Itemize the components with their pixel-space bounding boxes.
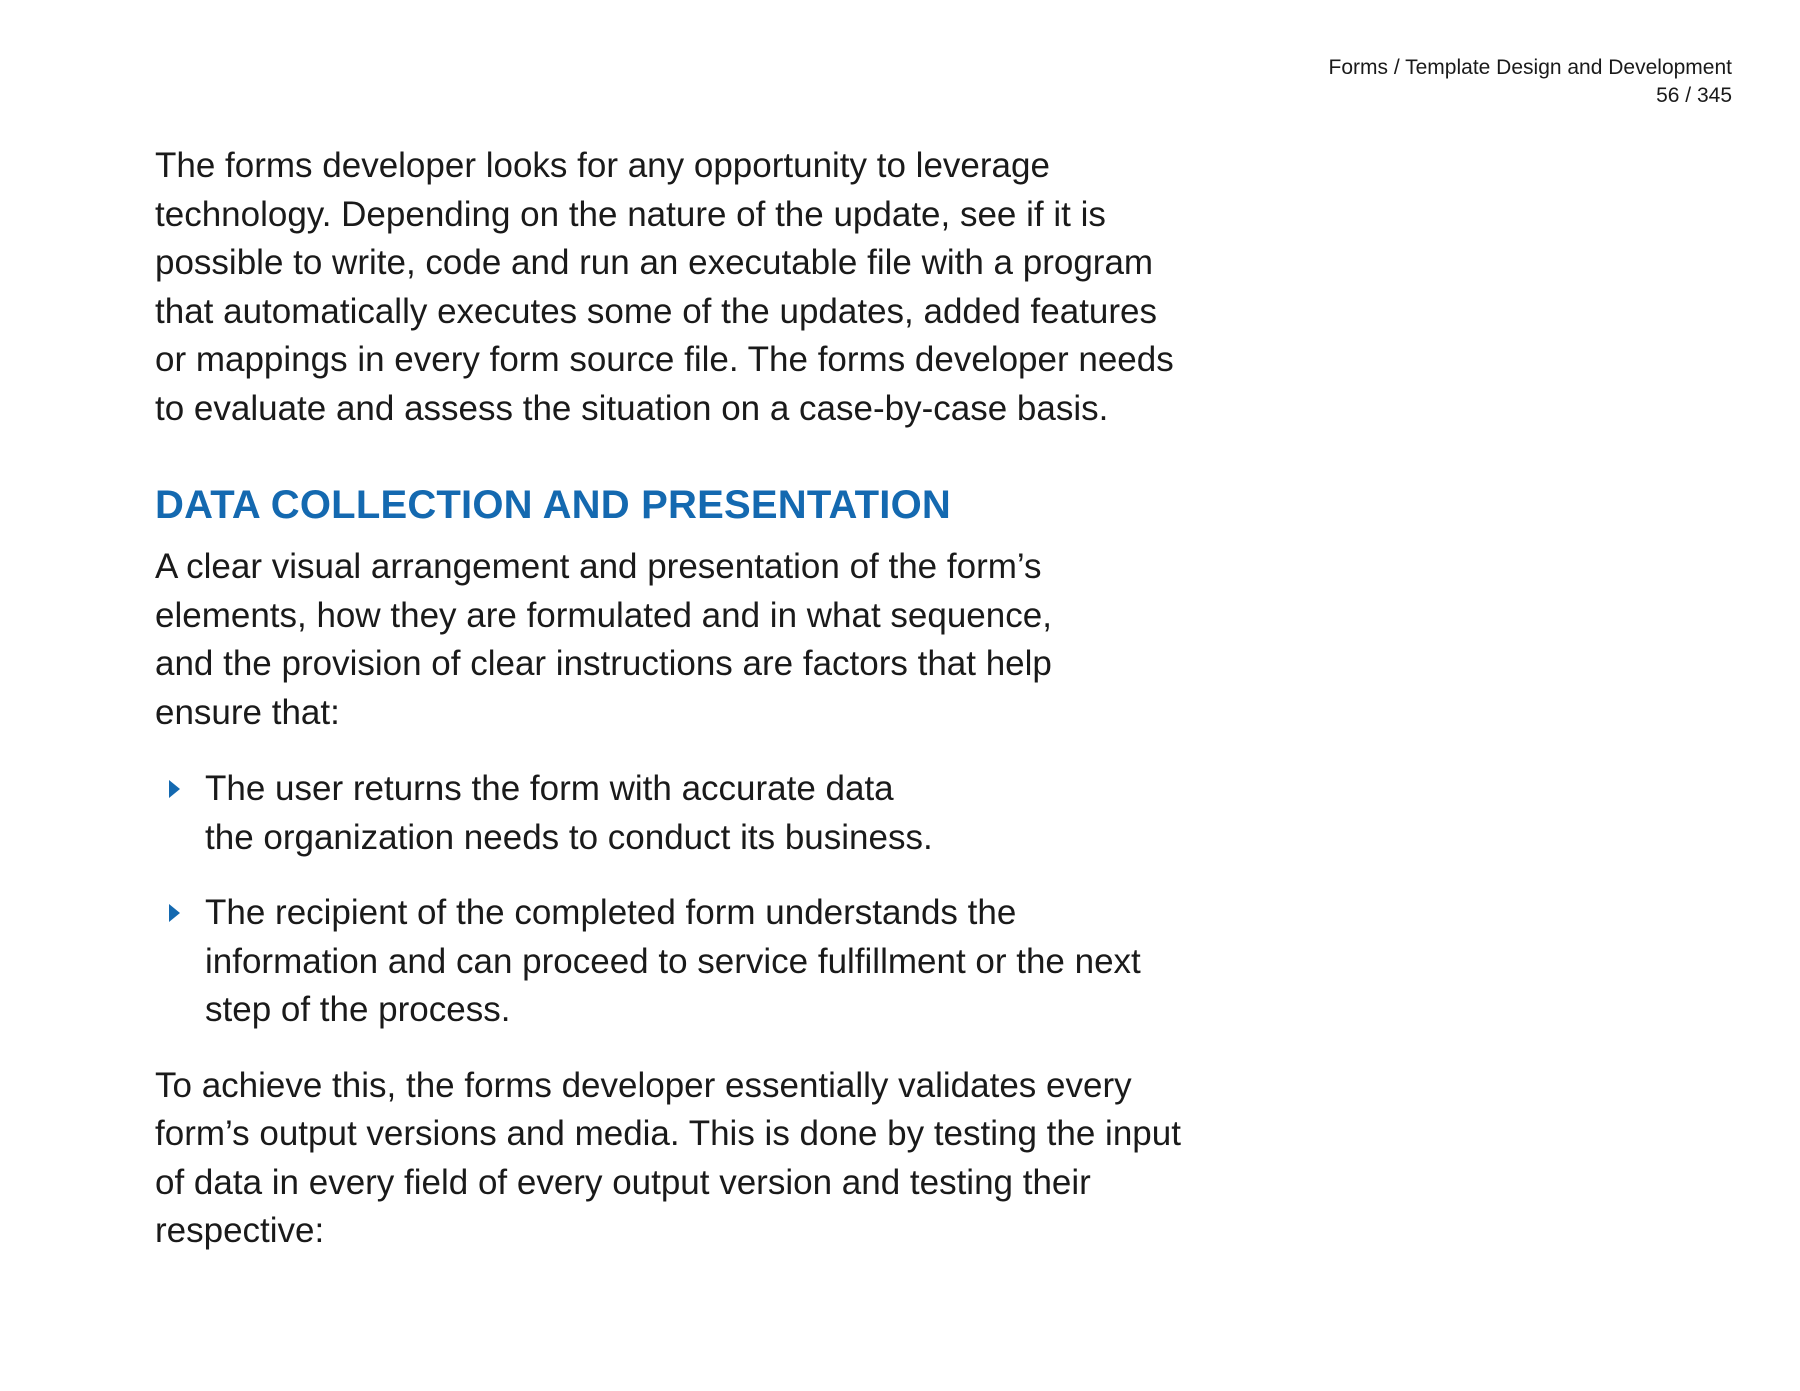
triangle-bullet-icon [169, 780, 180, 798]
intro-paragraph [155, 142, 1255, 433]
closing-paragraph [155, 1062, 1255, 1256]
page-number: 56 / 345 [1656, 84, 1732, 107]
intro-line: or mappings in every form source file. The forms developer needs [155, 340, 1174, 379]
lead-paragraph [155, 543, 1255, 737]
page-content [155, 142, 1255, 1256]
bullet-text: The recipient of the completed form understands the information and can proceed to service fulfillment or the next step of the process. [205, 893, 1141, 1029]
bullet-text: The user returns the form with accurate data the organization needs to conduct its business. [205, 769, 933, 857]
bullet-list [155, 765, 1255, 1035]
intro-line: possible to write, code and run an executable file with a program [155, 243, 1154, 282]
closing-line: form’s output versions and media. This is done by testing the input [155, 1114, 1181, 1153]
closing-line: of data in every field of every output version and testing their [155, 1162, 1091, 1202]
closing-line: To achieve this, the forms developer essentially validates every [155, 1065, 1132, 1105]
closing-line: respective: [155, 1211, 325, 1250]
triangle-bullet-icon [169, 904, 180, 922]
list-item [155, 765, 1255, 862]
intro-line: to evaluate and assess the situation on a case-by-case basis. [155, 388, 1109, 428]
breadcrumb: Forms / Template Design and Development [1328, 56, 1732, 79]
section-heading: DATA COLLECTION AND PRESENTATION [155, 483, 951, 527]
intro-line: The forms developer looks for any opportunity to leverage [155, 146, 1050, 185]
lead-line: ensure that: [155, 692, 340, 732]
intro-line: that automatically executes some of the updates, added features [155, 291, 1158, 331]
lead-line: A clear visual arrangement and presentation of the form’s [155, 547, 1042, 586]
lead-line: elements, how they are formulated and in what sequence, [155, 595, 1052, 635]
list-item [155, 889, 1255, 1035]
lead-line: and the provision of clear instructions are factors that help [155, 644, 1052, 683]
running-header [1329, 54, 1732, 110]
intro-line: technology. Depending on the nature of the update, see if it is [155, 194, 1106, 234]
